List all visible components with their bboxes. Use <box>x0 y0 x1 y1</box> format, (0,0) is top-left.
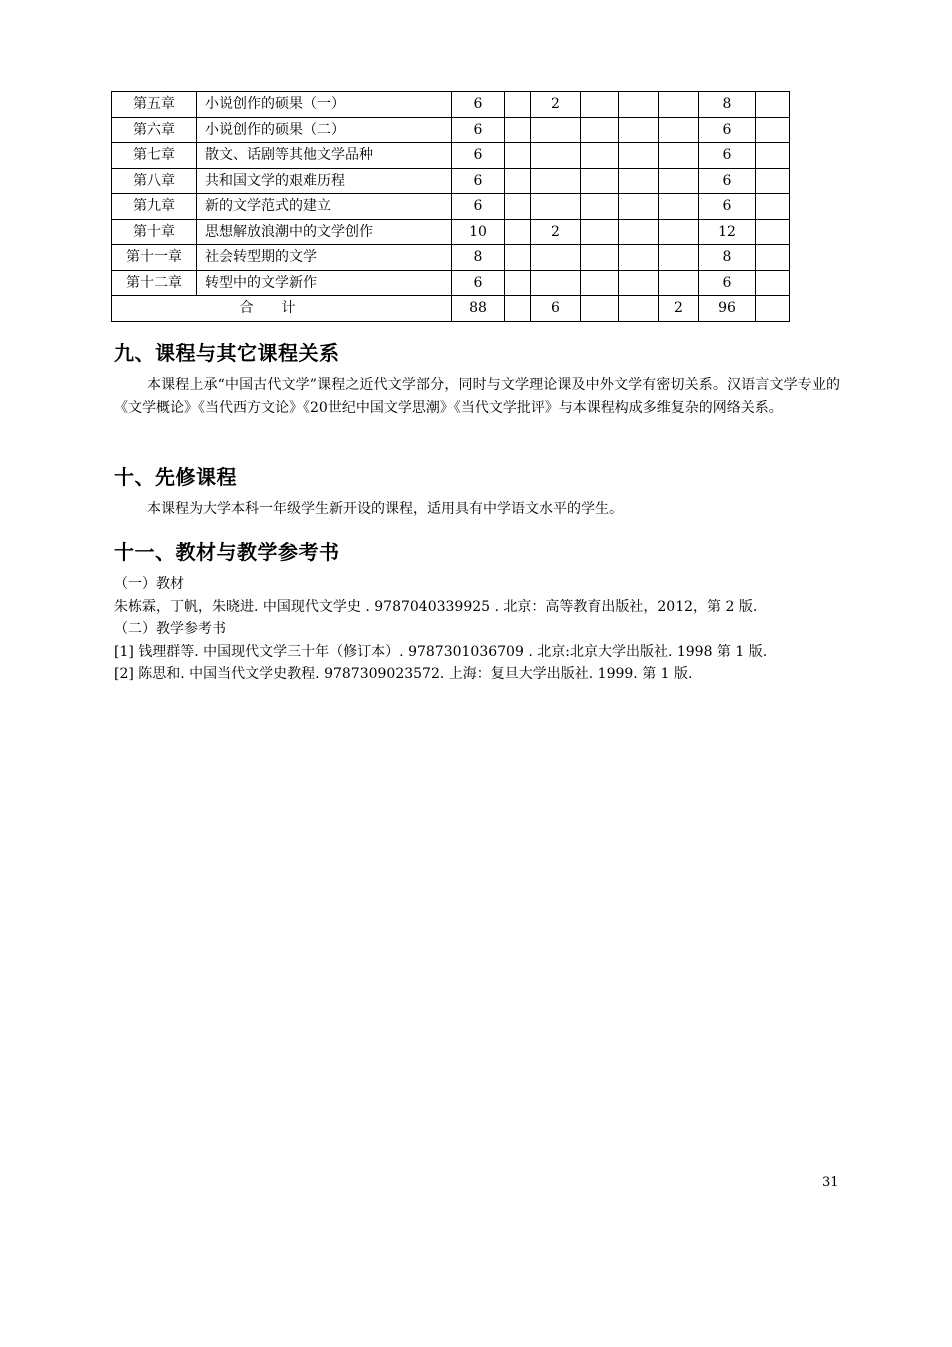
hours-cell: 2 <box>531 92 581 118</box>
hours-cell <box>659 168 699 194</box>
hours-cell <box>581 168 619 194</box>
chapter-cell: 第十一章 <box>112 245 197 271</box>
hours-cell <box>659 245 699 271</box>
hours-cell <box>581 92 619 118</box>
total-cell: 96 <box>699 296 756 322</box>
reference-entry-1: [1] 钱理群等. 中国现代文学三十年（修订本）. 9787301036709 . 北京:北京大学出版社. 1998 第 1 版. <box>114 643 768 660</box>
table-row <box>112 143 790 169</box>
hours-cell <box>505 194 531 220</box>
hours-cell <box>581 219 619 245</box>
total-cell <box>581 296 619 322</box>
hours-cell <box>581 194 619 220</box>
total-cell: 6 <box>531 296 581 322</box>
hours-cell <box>619 245 659 271</box>
hours-cell <box>659 92 699 118</box>
chapter-cell: 第七章 <box>112 143 197 169</box>
references-label: （二）教学参考书 <box>114 621 226 637</box>
hours-cell: 8 <box>699 92 756 118</box>
hours-cell: 6 <box>452 194 505 220</box>
hours-cell: 6 <box>699 143 756 169</box>
hours-cell <box>659 143 699 169</box>
hours-cell: 8 <box>452 245 505 271</box>
topic-cell: 小说创作的硕果（一） <box>197 92 452 118</box>
hours-cell <box>756 143 790 169</box>
hours-cell <box>756 117 790 143</box>
topic-cell: 社会转型期的文学 <box>197 245 452 271</box>
hours-cell <box>756 270 790 296</box>
total-label: 合计 <box>112 296 452 322</box>
hours-cell <box>531 194 581 220</box>
hours-cell <box>505 270 531 296</box>
topic-cell: 转型中的文学新作 <box>197 270 452 296</box>
total-cell <box>505 296 531 322</box>
table-row <box>112 270 790 296</box>
chapter-cell: 第十章 <box>112 219 197 245</box>
topic-cell: 小说创作的硕果（二） <box>197 117 452 143</box>
total-cell: 88 <box>452 296 505 322</box>
hours-cell <box>581 270 619 296</box>
hours-cell <box>659 117 699 143</box>
table-row <box>112 117 790 143</box>
table-row <box>112 245 790 271</box>
textbook-entry: 朱栋霖，丁帆，朱晓进. 中国现代文学史 . 9787040339925 . 北京：高等教育出版社，2012，第 2 版. <box>114 598 758 615</box>
hours-cell <box>756 219 790 245</box>
hours-cell: 6 <box>699 168 756 194</box>
hours-cell: 10 <box>452 219 505 245</box>
reference-entry-2: [2] 陈思和. 中国当代文学史教程. 9787309023572. 上海：复旦大学出版社. 1999. 第 1 版. <box>114 666 693 682</box>
page-number: 31 <box>822 1175 839 1190</box>
topic-cell: 共和国文学的艰难历程 <box>197 168 452 194</box>
hours-cell: 12 <box>699 219 756 245</box>
hours-cell <box>659 219 699 245</box>
table-row <box>112 194 790 220</box>
section-11-body <box>114 573 840 686</box>
hours-cell <box>505 92 531 118</box>
hours-cell <box>619 270 659 296</box>
hours-cell <box>756 168 790 194</box>
course-hours-table <box>111 91 790 322</box>
hours-cell <box>659 270 699 296</box>
chapter-cell: 第八章 <box>112 168 197 194</box>
hours-cell <box>619 194 659 220</box>
chapter-cell: 第九章 <box>112 194 197 220</box>
total-cell <box>756 296 790 322</box>
table-body <box>112 92 790 322</box>
hours-cell: 2 <box>531 219 581 245</box>
hours-cell <box>505 219 531 245</box>
chapter-cell: 第六章 <box>112 117 197 143</box>
section-10-heading: 十、先修课程 <box>114 465 237 489</box>
total-cell <box>619 296 659 322</box>
hours-cell: 8 <box>699 245 756 271</box>
hours-cell <box>505 143 531 169</box>
hours-cell <box>581 143 619 169</box>
hours-cell <box>505 245 531 271</box>
hours-cell: 6 <box>452 143 505 169</box>
table-row <box>112 168 790 194</box>
topic-cell: 思想解放浪潮中的文学创作 <box>197 219 452 245</box>
hours-cell: 6 <box>699 117 756 143</box>
textbook-label: （一）教材 <box>114 576 184 592</box>
section-11-heading: 十一、教材与教学参考书 <box>114 540 340 564</box>
total-row <box>112 296 790 322</box>
hours-cell <box>531 270 581 296</box>
hours-cell <box>619 117 659 143</box>
hours-cell <box>505 168 531 194</box>
topic-cell: 散文、话剧等其他文学品种 <box>197 143 452 169</box>
chapter-cell: 第五章 <box>112 92 197 118</box>
hours-cell <box>581 117 619 143</box>
hours-cell <box>531 245 581 271</box>
hours-cell <box>619 219 659 245</box>
hours-cell <box>619 92 659 118</box>
section-9-text: 本课程上承“中国古代文学”课程之近代文学部分，同时与文学理论课及中外文学有密切关系。汉语言文学专业的《文学概论》《当代西方文论》《20世纪中国文学思潮》《当代文学批评》与本课程构成多维复杂的网络关系。 <box>114 377 840 416</box>
table-row <box>112 219 790 245</box>
hours-cell <box>581 245 619 271</box>
section-10-text: 本课程为大学本科一年级学生新开设的课程，适用具有中学语文水平的学生。 <box>147 501 623 517</box>
hours-cell <box>531 168 581 194</box>
hours-cell <box>531 117 581 143</box>
hours-cell <box>619 168 659 194</box>
hours-cell: 6 <box>699 194 756 220</box>
hours-cell <box>659 194 699 220</box>
table-row <box>112 92 790 118</box>
hours-cell: 6 <box>452 168 505 194</box>
hours-cell: 6 <box>452 270 505 296</box>
hours-cell <box>505 117 531 143</box>
hours-cell: 6 <box>452 92 505 118</box>
topic-cell: 新的文学范式的建立 <box>197 194 452 220</box>
hours-cell: 6 <box>699 270 756 296</box>
hours-cell: 6 <box>452 117 505 143</box>
hours-cell <box>531 143 581 169</box>
total-cell: 2 <box>659 296 699 322</box>
hours-cell <box>756 92 790 118</box>
section-9-heading: 九、课程与其它课程关系 <box>114 341 340 365</box>
hours-cell <box>756 194 790 220</box>
hours-cell <box>756 245 790 271</box>
hours-cell <box>619 143 659 169</box>
chapter-cell: 第十二章 <box>112 270 197 296</box>
